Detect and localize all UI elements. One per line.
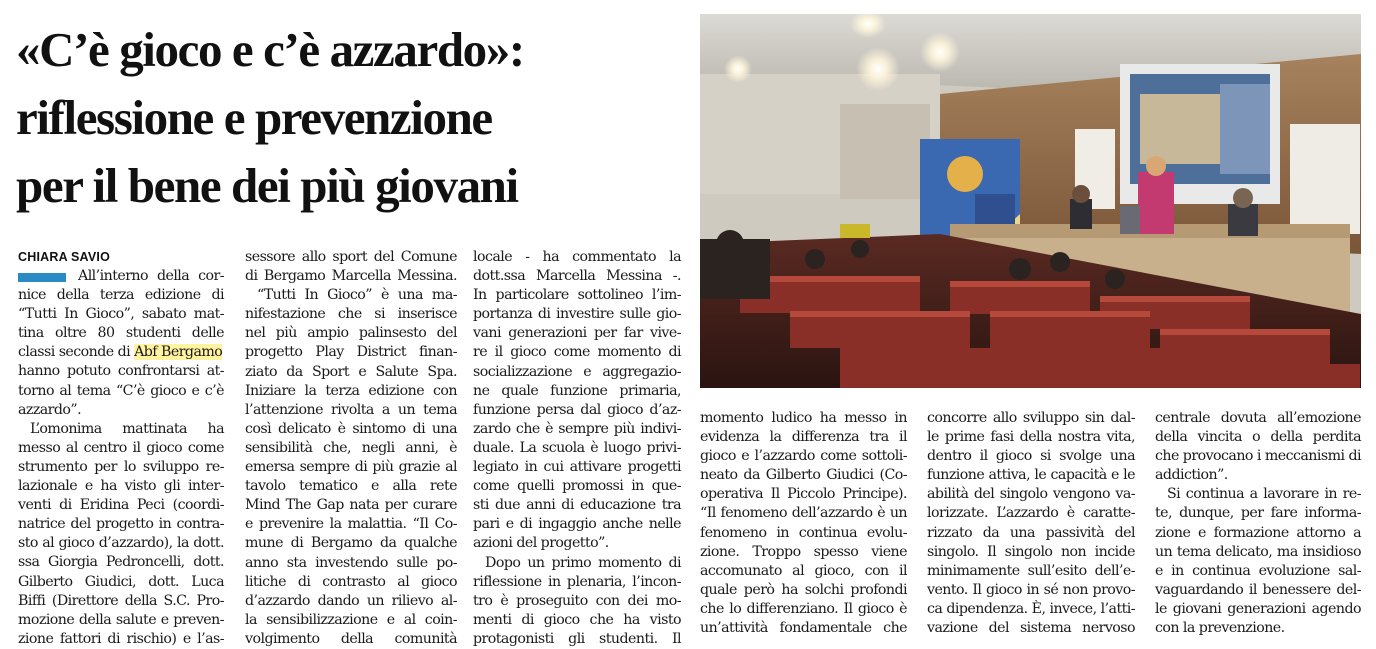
- column-5-line: lorizzate. L’azzardo è caratte-: [927, 505, 1135, 522]
- column-6-line: con la prevenzione.: [1155, 620, 1285, 637]
- column-3-line: come quelli promossi in que-: [473, 478, 681, 495]
- column-1-line: messo al centro il gioco come: [18, 439, 224, 456]
- column-4-line: neato da Gilberto Giudici (Co-: [700, 467, 907, 484]
- column-2-line: anno sta investendo sulle po-: [245, 554, 457, 571]
- column-2-line: mune di Bergamo da qualche: [245, 535, 457, 552]
- column-3-line: azioni del progetto”.: [473, 535, 609, 552]
- column-2-line: volgimento della comunità: [245, 630, 457, 647]
- column-6-line: e in continua evoluzione sal-: [1155, 562, 1361, 579]
- column-2-line: sessore allo sport del Comune: [245, 249, 457, 265]
- column-1-line: hanno potuto confrontarsi at-: [18, 363, 224, 380]
- column-1-line: “Tutti In Gioco”, sabato mat-: [18, 306, 224, 323]
- column-4-line: evidenza la differenza tra il: [700, 429, 907, 446]
- headline: [16, 16, 694, 220]
- column-6-line: zione e formazione attorno a: [1155, 524, 1361, 541]
- column-2-line: l’attenzione rivolta a un tema: [245, 401, 457, 418]
- highlighted-text: Abf Bergamo: [134, 344, 223, 361]
- column-1-line: tina oltre 80 studenti delle: [18, 325, 224, 342]
- column-3-line: legiato in cui attivare progetti: [473, 459, 681, 476]
- article-column-6: [1155, 409, 1361, 638]
- column-3-line: In particolare sottolineo l’im-: [473, 287, 681, 304]
- column-2-line: Iniziare la terza edizione con: [245, 382, 457, 399]
- column-4-line: operativa Il Piccolo Principe).: [700, 486, 907, 503]
- column-3-line: ne quale funzione primaria,: [473, 382, 681, 399]
- column-5-line: ca dipendenza. È, invece, l’atti-: [927, 600, 1135, 617]
- column-2-line: nifestazione che si inserisce: [245, 306, 457, 323]
- column-3-line: Dopo un primo momento di: [485, 554, 681, 571]
- column-1-line: torno al tema “C’è gioco e c’è: [18, 382, 224, 399]
- column-1-line: ssa Giorgia Pedroncelli, dott.: [18, 554, 224, 571]
- column-3-line: menti di gioco che ha visto: [473, 611, 681, 628]
- column-4-line: “Il fenomeno dell’azzardo è un: [700, 505, 907, 522]
- column-6-line: te, dunque, per fare informa-: [1155, 505, 1361, 522]
- column-3-line: riflessione in plenaria, l’incon-: [473, 573, 681, 590]
- column-6-line: un tema delicato, ma insidioso: [1155, 543, 1361, 560]
- column-3-line: locale - ha commentato la: [473, 249, 681, 265]
- column-4-line: che lo differenziano. Il gioco è: [700, 600, 907, 617]
- column-2-line: di Bergamo Marcella Messina.: [245, 268, 457, 285]
- column-3-line: pari e di ingaggio anche nelle: [473, 516, 681, 533]
- column-1-line: Gilberto Giudici, dott. Luca: [18, 573, 224, 590]
- column-1-line: venti di Eridina Peci (coordi-: [18, 497, 224, 514]
- headline-line-3: per il bene dei più giovani: [16, 158, 518, 213]
- headline-line-2: riflessione e prevenzione: [16, 90, 492, 145]
- author-byline: CHIARA SAVIO: [18, 250, 110, 264]
- column-6-line: della vincita o della perdita: [1155, 429, 1361, 446]
- column-3-line: funzione persa dal gioco d’az-: [473, 401, 681, 418]
- column-3-line: socializzazione e aggregazio-: [473, 363, 681, 380]
- column-5-line: le prime fasi della nostra vita,: [927, 429, 1135, 446]
- column-5-line: funzione attiva, le capacità e le: [927, 467, 1135, 484]
- column-2-line: Mind The Gap nata per curare: [245, 497, 457, 514]
- column-1-line: zione fattori di rischio) e l’as-: [18, 630, 224, 647]
- column-2-line: ziato da Sport e Salute Spa.: [245, 363, 457, 380]
- column-2-line: e prevenire la malattia. “Il Co-: [245, 516, 457, 533]
- column-3-line: portanza di investire sulle gio-: [473, 306, 681, 323]
- column-1-line: Biffi (Direttore della S.C. Pro-: [18, 592, 224, 609]
- column-5-line: singolo. Il singolo non incide: [927, 543, 1135, 560]
- column-2-line: così delicato è sintomo di una: [245, 420, 457, 437]
- column-1-line: lazionale e ha visto gli inter-: [18, 478, 224, 495]
- column-3-line: re il gioco come momento di: [473, 344, 681, 361]
- column-2-line: litiche di contrasto al gioco: [245, 573, 457, 590]
- column-4-line: zione. Troppo spesso viene: [700, 543, 907, 560]
- column-3-line: dott.ssa Marcella Messina -.: [473, 268, 681, 285]
- column-3-line: zardo che è sempre più indivi-: [473, 420, 681, 437]
- column-5-line: vento. Il gioco in sé non provo-: [927, 581, 1135, 598]
- column-5-line: vazione del sistema nervoso: [927, 620, 1135, 637]
- article-column-2: [245, 248, 457, 649]
- column-1-line: strumento per lo sviluppo re-: [18, 458, 224, 475]
- column-2-line: sensibilità che, negli anni, è: [245, 439, 457, 456]
- article-column-4: [700, 409, 907, 638]
- column-5-line: dentro il gioco si svolge una: [927, 448, 1135, 465]
- column-1-line: natrice del progetto in contra-: [18, 516, 224, 533]
- column-4-line: momento ludico ha messo in: [700, 410, 907, 426]
- column-3-line: protagonisti gli studenti. Il: [473, 630, 681, 647]
- column-5-line: rizzato da una passività del: [927, 524, 1135, 541]
- column-5-line: concorre allo sviluppo sin dal-: [927, 410, 1135, 426]
- article-column-3: [473, 248, 681, 649]
- column-3-line: vani generazioni per far vive-: [473, 325, 681, 342]
- column-6-line: che provocano i meccanismi di: [1155, 448, 1361, 465]
- column-1-line: azzardo”.: [18, 401, 82, 418]
- column-2-line: tavolo tematico e alla rete: [245, 478, 457, 495]
- column-4-line: fenomeno in continua evolu-: [700, 524, 907, 541]
- column-6-line: le giovani generazioni agendo: [1155, 600, 1361, 617]
- column-4-line: accomunato al gioco, con il: [700, 562, 907, 579]
- column-3-line: sti due anni di educazione tra: [473, 497, 681, 514]
- column-6-line: addiction”.: [1155, 467, 1228, 484]
- column-3-line: tro è proseguito con dei mo-: [473, 592, 681, 609]
- column-1-line-text: classi seconde di: [18, 344, 135, 361]
- column-1-line: nice della terza edizione di: [18, 287, 224, 304]
- headline-line-1: «C’è gioco e c’è azzardo»:: [16, 22, 524, 77]
- article-photo: [700, 14, 1361, 388]
- column-4-line: un’attività fondamentale che: [700, 620, 907, 637]
- column-3-line: duale. La scuola è luogo privi-: [473, 439, 681, 456]
- column-5-line: abilità del singolo vengono va-: [927, 486, 1135, 503]
- column-1-line: sto al gioco d’azzardo), la dott.: [18, 535, 224, 552]
- column-6-line: centrale dovuta all’emozione: [1155, 410, 1361, 426]
- column-2-line: nel più ampio palinsesto del: [245, 325, 457, 342]
- column-1-line: [18, 343, 224, 362]
- article-column-5: [927, 409, 1135, 638]
- conference-room-photo: [700, 14, 1361, 388]
- column-1-line: L’omonima mattinata ha: [30, 420, 224, 437]
- column-4-line: gioco e l’azzardo come sottoli-: [700, 448, 907, 465]
- column-2-line: d’azzardo dando un rilievo al-: [245, 592, 457, 609]
- column-6-line: vaguardando il benessere del-: [1155, 581, 1361, 598]
- article-column-1: [18, 267, 224, 649]
- column-2-line: “Tutti In Gioco” è una ma-: [257, 287, 457, 304]
- column-5-line: minimamente sull’esito dell’e-: [927, 562, 1135, 579]
- column-2-line: la sensibilizzazione e al coin-: [245, 611, 457, 628]
- column-2-line: progetto Play District finan-: [245, 344, 457, 361]
- column-1-line: mozione della salute e preven-: [18, 611, 224, 628]
- column-2-line: emersa sempre di più grazie al: [245, 459, 457, 476]
- column-1-line: All’interno della cor-: [78, 268, 224, 284]
- column-6-line: Si continua a lavorare in re-: [1167, 486, 1361, 503]
- column-4-line: quale però ha solchi profondi: [700, 581, 907, 598]
